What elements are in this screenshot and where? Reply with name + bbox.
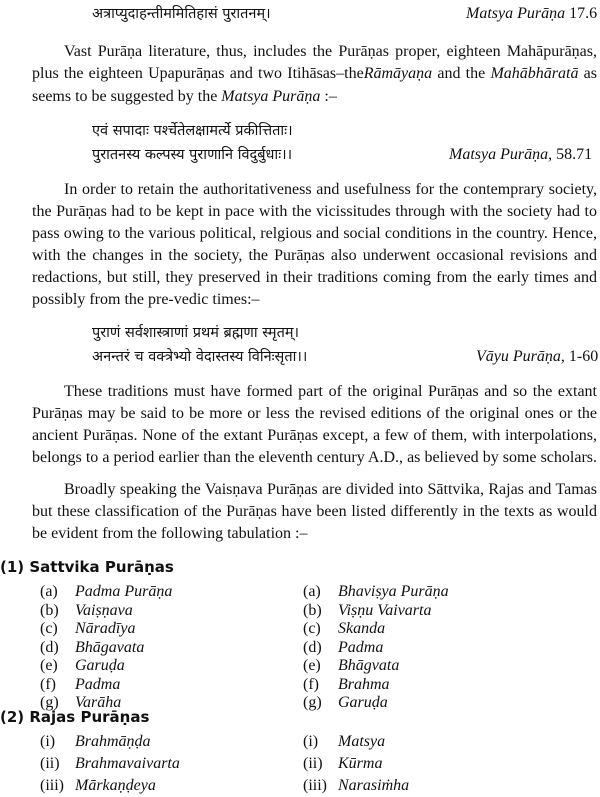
verse-1-source-ref: 17.6 bbox=[565, 5, 598, 22]
sattvika-right-item: Padma bbox=[338, 638, 384, 656]
verse-3-source-title: Vāyu Purāṇa bbox=[476, 348, 561, 365]
rajas-right-item: Kūrma bbox=[338, 755, 383, 772]
para1-line-2 bbox=[32, 64, 597, 84]
verse-1-source-title: Matsya Purāṇa bbox=[466, 5, 566, 22]
sattvika-left-item: Varāha bbox=[75, 694, 122, 711]
sattvika-right-label: (e) bbox=[303, 657, 321, 674]
para1-line-3-text: seems to be suggested by the bbox=[32, 88, 222, 105]
sattvika-left-label: (d) bbox=[40, 638, 59, 656]
para1-line-2-mid: and the bbox=[432, 65, 491, 82]
sattvika-right-label: (b) bbox=[303, 601, 322, 619]
para2-line-3: pass owing to the various political, relgious and social conditions in the country. Hence, bbox=[32, 225, 597, 242]
verse-1-source bbox=[466, 4, 597, 24]
verse-2-source-title: Matsya Purāṇa bbox=[449, 146, 549, 163]
para4-line-2: but these classification of the Purāṇas have been listed differently in the texts as would bbox=[32, 503, 597, 520]
verse-3-line-2: अनन्तरं च वक्त्रेभ्यो वेदास्तस्य विनिःसृता।। bbox=[92, 349, 308, 365]
rajas-left-item: Mārkaṇḍeya bbox=[75, 777, 156, 794]
verse-2-line-1: एवं सपादाः पर्श्चेतेलक्षामर्त्ये प्रकीत्तिताः। bbox=[92, 123, 293, 139]
rajas-left-label: (i) bbox=[40, 733, 56, 750]
para2-line-4: with the changes in the society, the Purāṇas also underwent occasional revisions and bbox=[32, 247, 597, 264]
sattvika-left-label: (g) bbox=[40, 694, 59, 711]
para1-line-3-end: :– bbox=[320, 88, 337, 105]
rajas-right-label: (iii) bbox=[303, 777, 327, 794]
para2-line-1: In order to retain the authoritativeness and usefulness for the contemprary society, bbox=[64, 181, 597, 198]
sattvika-left-item: Bhāgavata bbox=[75, 638, 145, 656]
para4-line-1: Broadly speaking the Vaisṇava Purāṇas are divided into Sāttvika, Rajas and Tamas bbox=[64, 481, 597, 498]
sattvika-left-item: Garuḍa bbox=[75, 657, 125, 674]
para3-line-3: ancient Purāṇas. None of the extant Purāṇas except, a few of them, with interpolations, bbox=[32, 427, 597, 444]
rajas-left-label: (ii) bbox=[40, 755, 60, 772]
para1-line-2-text: plus the eighteen Upapurāṇas and two Itihāsas–the bbox=[32, 65, 364, 82]
rajas-right-label: (ii) bbox=[303, 755, 323, 772]
verse-3-source bbox=[476, 347, 598, 367]
rajas-left-item: Brahmāṇḍa bbox=[75, 733, 151, 750]
mahabharata-title: Mahābhāratā bbox=[490, 65, 579, 82]
para4-line-3: be evident from the following tabulation :– bbox=[32, 525, 308, 542]
para1-line-2-end: as bbox=[578, 65, 598, 82]
para3-line-1: These traditions must have formed part of the original Purāṇas and so the extant bbox=[64, 383, 597, 400]
sattvika-right-label: (f) bbox=[303, 675, 319, 693]
para1-line-1: Vast Purāṇa literature, thus, includes the Purāṇas proper, eighteen Mahāpurāṇas, bbox=[64, 43, 597, 60]
sattvika-left-label: (a) bbox=[40, 583, 58, 600]
sattvika-left-item: Vaiṣṇava bbox=[75, 601, 133, 619]
sattvika-right-label: (d) bbox=[303, 638, 322, 656]
rajas-right-item: Narasiṁha bbox=[338, 777, 410, 794]
sattvika-left-item: Padma bbox=[75, 675, 121, 693]
para2-line-2: the Purāṇas had to be kept in pace with the vicissitudes through with the society had to bbox=[32, 203, 597, 220]
sattvika-heading: (1) Sattvika Purāṇas bbox=[0, 558, 174, 576]
rajas-left-label: (iii) bbox=[40, 777, 64, 794]
sattvika-right-item: Bhāgvata bbox=[338, 657, 400, 674]
sattvika-right-label: (g) bbox=[303, 694, 322, 711]
sattvika-left-label: (f) bbox=[40, 675, 56, 693]
sattvika-right-label: (c) bbox=[303, 620, 321, 637]
sattvika-right-label: (a) bbox=[303, 583, 321, 600]
sattvika-right-item: Garuḍa bbox=[338, 694, 388, 711]
sattvika-left-item: Nāradīya bbox=[75, 620, 136, 637]
sattvika-right-item: Bhaviṣya Purāṇa bbox=[338, 583, 449, 600]
verse-2-source-ref: , 58.71 bbox=[548, 146, 593, 163]
para3-line-2: Purāṇas may be said to be more or less the revised editions of the original ones or the bbox=[32, 405, 597, 422]
para2-line-5: redactions, but still, they preserved in their traditions coming from the early times and bbox=[32, 269, 597, 286]
sattvika-right-item: Viṣṇu Vaivarta bbox=[338, 601, 432, 619]
sattvika-left-item: Padma Purāṇa bbox=[75, 583, 173, 600]
verse-1-line-1: अत्राप्युदाहन्तीममितिहासं पुरातनम्। bbox=[92, 6, 271, 22]
sattvika-left-label: (e) bbox=[40, 657, 58, 674]
sattvika-left-label: (c) bbox=[40, 620, 58, 637]
matsya-title: Matsya Purāṇa bbox=[221, 88, 321, 105]
rajas-heading: (2) Rajas Purāṇas bbox=[0, 708, 150, 726]
rajas-right-label: (i) bbox=[303, 733, 319, 750]
verse-2-line-2: पुरातनस्य कल्पस्य पुराणानि विदुर्बुधाः।। bbox=[92, 147, 293, 163]
rajas-left-item: Brahmavaivarta bbox=[75, 755, 180, 772]
verse-3-line-1: पुराणं सर्वशास्त्राणां प्रथमं ब्रह्मणा स्मृतम्। bbox=[92, 325, 300, 341]
sattvika-right-item: Brahma bbox=[338, 675, 390, 693]
verse-2-source bbox=[449, 145, 592, 165]
para3-line-4: belongs to a period earlier than the eleventh century A.D., as believed by some scholars. bbox=[32, 449, 597, 466]
sattvika-right-item: Skanda bbox=[338, 620, 386, 637]
rajas-right-item: Matsya bbox=[338, 733, 386, 750]
para1-line-3 bbox=[32, 87, 337, 107]
ramayana-title: Rāmāyaṇa bbox=[363, 65, 433, 82]
sattvika-left-label: (b) bbox=[40, 601, 59, 619]
verse-3-source-ref: , 1-60 bbox=[560, 348, 599, 365]
para2-line-6: possibly from the pre-vedic times:– bbox=[32, 291, 260, 308]
